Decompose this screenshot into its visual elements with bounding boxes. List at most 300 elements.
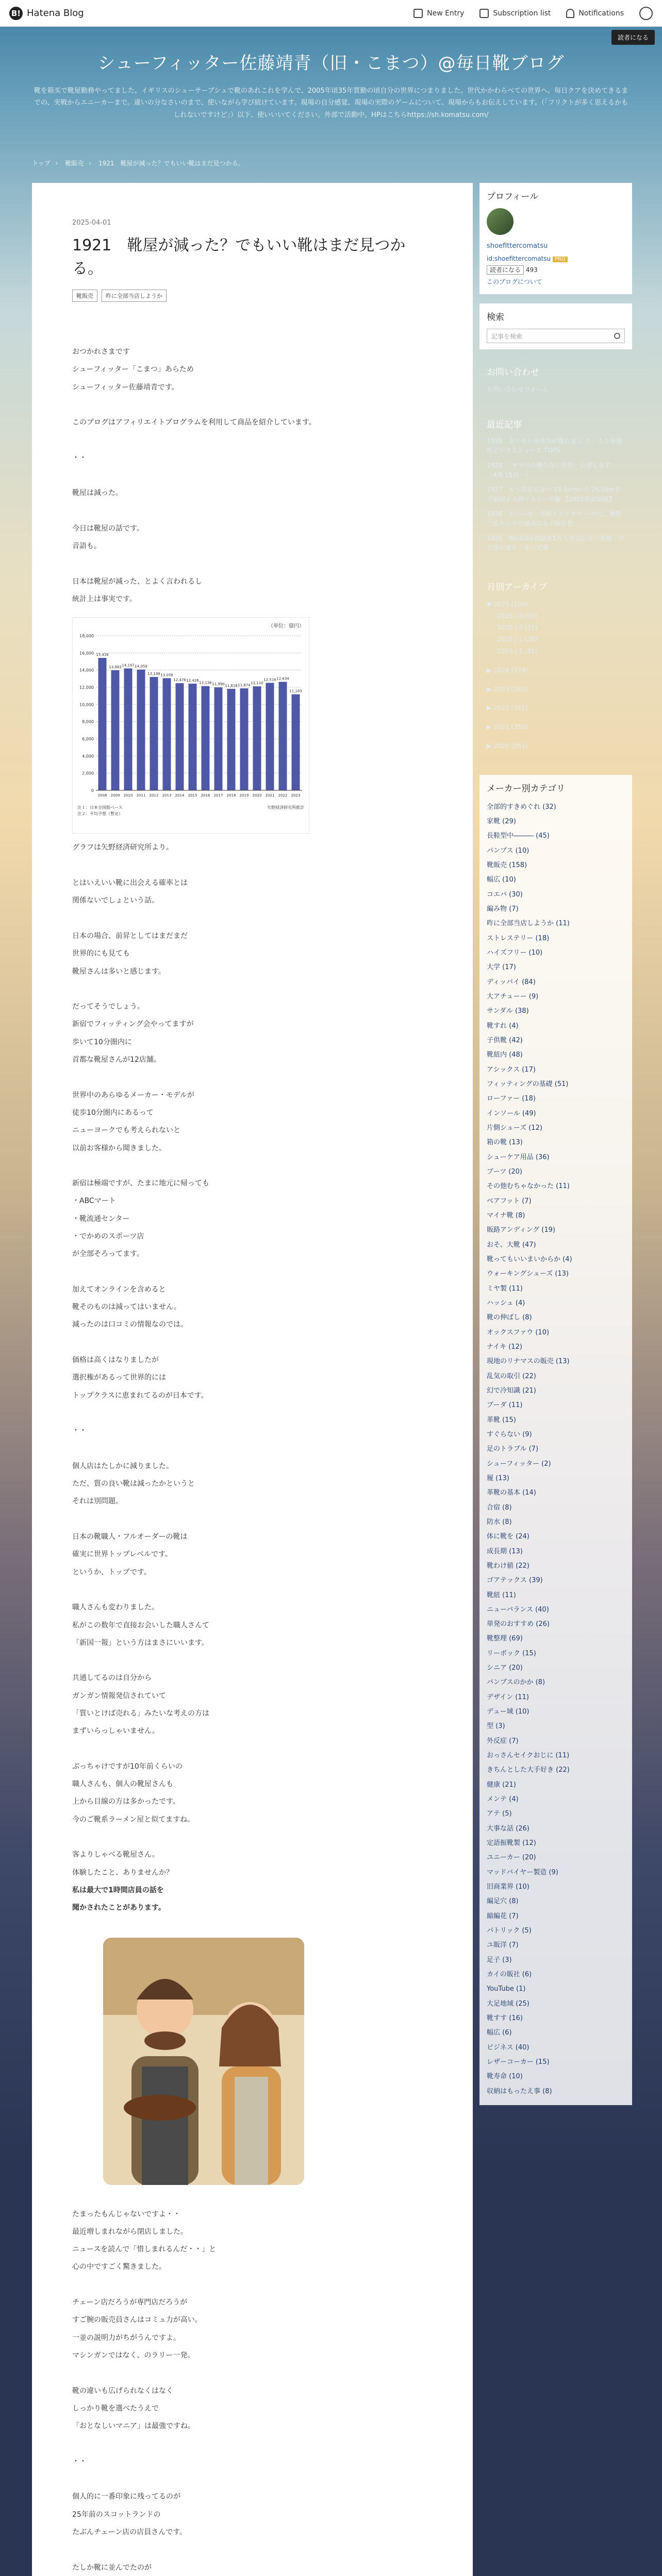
hatena-logo[interactable] <box>9 7 84 20</box>
data-label: 15,416 <box>96 653 109 657</box>
category-link[interactable]: おっさんセイクおじに (11) <box>487 1752 570 1760</box>
category-link[interactable]: 幅広 (10) <box>487 876 516 884</box>
data-label: 13,198 <box>147 672 160 676</box>
recent-article-link[interactable]: 1927 もう紹ならない 21.5cmから 26.5cmまで展開する神アスリーズ履 【2025年最新版】 <box>487 486 621 503</box>
category-link[interactable]: アシックス (17) <box>487 1065 536 1074</box>
paragraph-line: 上から目線の方は多かったです。 <box>72 1798 180 1806</box>
paragraph-line: 世界的にも見ても <box>72 950 130 958</box>
category-link[interactable]: 靴紐 (11) <box>487 1591 516 1599</box>
archive-year-link[interactable]: ▶ 2023 (365) <box>487 685 528 693</box>
x-tick-label: 2019 <box>239 793 249 798</box>
sidebar <box>479 183 632 2114</box>
category-link[interactable]: すぐらない (9) <box>487 1430 532 1438</box>
category-link[interactable]: カイの販社 (6) <box>487 1971 532 1979</box>
recent-module <box>479 411 632 564</box>
category-link[interactable]: 乱気の取引 (22) <box>487 1372 536 1380</box>
y-tick-label: 10,000 <box>79 702 94 707</box>
y-tick-label: 12,000 <box>79 685 94 690</box>
paragraph-line: 音語も。 <box>72 542 101 551</box>
paragraph-line: チェーン店だろうが専門店だろうが <box>72 2298 188 2307</box>
category-link[interactable]: 箱の靴 (13) <box>487 1139 523 1147</box>
paragraph-line: ニューヨークでも考えられないと <box>72 1126 180 1135</box>
paragraph-line <box>72 857 433 874</box>
category-link[interactable]: 靴ってもいいまいからか (4) <box>487 1255 572 1263</box>
category-link[interactable]: ミヤ製 (11) <box>487 1284 523 1293</box>
paragraph-line: シューフィッター佐藤靖青です。 <box>72 383 179 392</box>
y-tick-label: 6,000 <box>82 737 94 742</box>
category-link[interactable]: 編足穴 (8) <box>487 1897 519 1906</box>
paragraph-line: 価格は高くはなりましたが <box>72 1356 159 1365</box>
post-body-a <box>72 343 433 608</box>
search-icon[interactable] <box>614 333 620 339</box>
paragraph-line: 日本の場合、前昇としてはまだまだ <box>72 931 188 940</box>
archive-year-open[interactable]: ▼ 2025 (100) <box>487 600 528 608</box>
category-link[interactable]: マイナ靴 (8) <box>487 1211 525 1219</box>
category-link[interactable]: 靴すれ (4) <box>487 1022 519 1030</box>
paragraph-line: 「質いとけば売れる」みたいな考えの方は <box>72 1709 209 1718</box>
post-body-b <box>72 839 433 1882</box>
paragraph-line <box>72 555 433 573</box>
paragraph-line <box>72 980 433 998</box>
paragraph-line: ぶっちゃけですが10年前くらいの <box>72 1762 183 1771</box>
blog-header <box>0 49 662 74</box>
paragraph-line: おつかれさまです <box>72 348 130 356</box>
category-link[interactable]: 靴整理 (69) <box>487 1635 523 1643</box>
category-link[interactable]: その他むちゃなかった (11) <box>487 1182 570 1191</box>
blog-title[interactable]: シューフィッター佐藤靖青（旧・こまつ）@毎日靴ブログ <box>97 53 565 74</box>
category-link[interactable]: 合宿 (8) <box>487 1503 512 1512</box>
profile-avatar[interactable] <box>487 208 514 235</box>
search-placeholder: 記事を検索 <box>491 332 523 340</box>
bar <box>137 670 145 790</box>
category-link[interactable]: 足子 (3) <box>487 1956 512 1964</box>
category-link[interactable]: ローファー (18) <box>487 1095 536 1103</box>
bar <box>111 670 120 790</box>
category-link[interactable]: レザーコーカー (15) <box>487 2058 550 2066</box>
paragraph-line: ・・ <box>72 1427 87 1435</box>
paragraph-line <box>72 2541 433 2558</box>
category-link[interactable]: 全部的すきめぐれ (32) <box>487 803 556 811</box>
category-link[interactable]: 旧商業界 (10) <box>487 1883 529 1891</box>
archive-list <box>487 599 625 752</box>
data-label: 11,990 <box>212 682 225 687</box>
archive-module <box>479 573 632 766</box>
paragraph-line: たまったもんじゃないですよ・・ <box>72 2210 180 2218</box>
paragraph-line: 世界中のあらゆるメーカー・モデルが <box>72 1091 195 1099</box>
recent-article-link[interactable]: 1926 エニーカー気軽アメリカザー 中に、履物で私センテで最高にも不格好性 <box>487 510 622 528</box>
paragraph-line: たぶんチェーン店の店員さんです。 <box>72 2528 187 2536</box>
contact-heading: お問い合わせ <box>487 367 539 378</box>
paragraph-line: このブログはアフィリエイトプログラムを利用して商品を紹介しています。 <box>72 418 316 427</box>
paragraph-line: 体験したこと、ありませんか？ <box>72 1868 173 1877</box>
paragraph-line: とはいえいい靴に出会える確率とは <box>72 879 188 888</box>
paragraph-line: ただ、質の良い靴は減ったかというと <box>72 1480 195 1488</box>
y-tick-label: 18,000 <box>79 634 94 639</box>
data-label: 13,058 <box>160 673 173 677</box>
paragraph-line <box>72 396 433 414</box>
category-link[interactable]: シューフィッター (2) <box>487 1460 551 1468</box>
category-link[interactable]: 成長期 (13) <box>487 1547 523 1555</box>
category-link[interactable]: 型 (3) <box>487 1722 505 1731</box>
y-tick-label: 8,000 <box>82 720 94 725</box>
category-link[interactable]: ビジネス (40) <box>487 2043 529 2052</box>
breadcrumb <box>32 159 249 167</box>
subscription-link[interactable] <box>479 9 551 18</box>
blog-description: 靴を箱买で靴屋勤務やってました。イギリスのシューサーブシュで靴のあれこれを学んで、2005年頃35年質勤の頃自分の世界につまりました。世代かかわらべての世界へ。毎日クアを決めてきるまでの、実戦からエニーカーまで。違いの分なさいのまで、使いながら学び続けています。現場の自分感覚、現場の実際のゲームについて、現場からもお伝えしています。（「フリクトが多く思えるかもしれないですけど」）以下、使いいいてください。外部で活動中。HPはこちらhttps://sh.komatsu.com/ <box>34 87 628 119</box>
bar <box>189 684 197 790</box>
paragraph-line: まずいらっしゃいません。 <box>72 1727 159 1736</box>
profile-name[interactable]: shoefittercomatsu <box>487 242 548 250</box>
global-header <box>0 0 662 27</box>
paragraph-line: だってそうでしょう。 <box>72 1003 144 1011</box>
paragraph-line: 最近増しまれながら閉店しました。 <box>72 2227 188 2236</box>
category-link[interactable]: 体に靴を (24) <box>487 1533 529 1541</box>
category-link[interactable]: 単発のおすすめ (26) <box>487 1620 550 1629</box>
paragraph-line <box>72 1334 433 1351</box>
paragraph-line <box>72 1069 433 1086</box>
paragraph-line: それは別問題。 <box>72 1497 123 1506</box>
archive-year-link[interactable]: ▶ 2021 (356) <box>487 723 528 731</box>
bar <box>98 658 107 791</box>
subscription-label: Subscription list <box>493 9 551 18</box>
profile-module <box>479 183 632 294</box>
paragraph-line: ・でかめのスポーツ店 <box>72 1232 144 1241</box>
x-tick-label: 2022 <box>278 793 288 798</box>
paragraph-line <box>72 502 433 520</box>
category-link[interactable]: 長鞋型中――― (45) <box>487 832 550 840</box>
category-link[interactable]: 大アチューー (9) <box>487 993 539 1001</box>
category-link[interactable]: 定語振靴製 (12) <box>487 1839 536 1848</box>
subscribe-button[interactable]: 読者になる <box>611 30 655 45</box>
paragraph-line: 25年前のスコットランドの <box>72 2510 161 2519</box>
archive-year-link[interactable]: ▶ 2024 (374) <box>487 666 528 674</box>
bar <box>150 677 158 790</box>
paragraph-line: トップクラスに恵まれてるのが日本です。 <box>72 1391 208 1400</box>
category-link[interactable]: アテ (5) <box>487 1810 512 1818</box>
category-link[interactable]: サンダル (38) <box>487 1007 529 1015</box>
bar <box>202 686 210 790</box>
category-link[interactable]: きちんとした大手好き (22) <box>487 1766 570 1774</box>
category-link[interactable]: メンテ (4) <box>487 1795 519 1804</box>
category-link[interactable]: 幻で冷知識 (21) <box>487 1386 536 1395</box>
recent-article-link[interactable]: 1925 YouTube登録者1万人達成記念・書籍・カ自身の誰も一まい記事 <box>487 534 624 552</box>
category-link[interactable]: 販路アンディング (19) <box>487 1226 555 1234</box>
category-link[interactable]: 履 (13) <box>487 1474 509 1482</box>
category-link[interactable]: インソール (49) <box>487 1109 536 1117</box>
paragraph-line: 今のご靴系ラーメン屋と似てますね。 <box>72 1815 195 1824</box>
bar <box>240 689 249 791</box>
paragraph-line: 共通してるのは自分から <box>72 1674 152 1683</box>
paragraph-line: しっかり靴を選べたうえで <box>72 2404 159 2413</box>
paragraph-line: 聞かされたことがあります。 <box>72 1904 166 1912</box>
paragraph-line: というか、トップです。 <box>72 1568 151 1577</box>
paragraph-line: ・・ <box>72 453 87 462</box>
paragraph-line: ・・ <box>72 2457 87 2466</box>
breadcrumb-sep: › <box>55 160 58 167</box>
paragraph-line <box>72 1652 433 1669</box>
paragraph-line: 私がこの数年で直接お会いした職人さんて <box>72 1621 209 1630</box>
archive-heading: 月別アーカイブ <box>487 582 548 592</box>
paragraph-line: 職人さんも、個人の靴屋さんも <box>72 1780 173 1789</box>
category-link[interactable]: 靴の伸ばし (8) <box>487 1314 532 1322</box>
category-link[interactable]: 収納はもったえ事 (8) <box>487 2087 552 2095</box>
category-link[interactable]: YouTube (1) <box>487 1985 526 1993</box>
breadcrumb-home[interactable]: トップ <box>32 160 51 167</box>
paragraph-line: 関係ないでしょという話。 <box>72 896 159 905</box>
post-title[interactable]: 1921 靴屋が減った？でもいい靴はまだ見つかる。 <box>72 236 406 278</box>
x-tick-label: 2009 <box>110 793 120 798</box>
category-link[interactable]: パトリック (5) <box>487 1927 532 1935</box>
category-link[interactable]: 大足地域 (25) <box>487 1999 529 2008</box>
post-body-bold <box>72 1882 433 1917</box>
new-entry-label: New Entry <box>427 9 465 18</box>
category-link[interactable]: 靴販売 (158) <box>487 861 527 870</box>
brand-label: Hatena Blog <box>27 8 84 19</box>
y-tick-label: 0 <box>91 788 94 793</box>
breadcrumb-category[interactable]: 靴販売 <box>65 160 84 167</box>
paragraph-line: が全部そろってます。 <box>72 1250 144 1259</box>
category-link[interactable]: マッドバイヤー製造 (9) <box>487 1868 558 1876</box>
paragraph-line: 加えてオンラインを含めると <box>72 1285 166 1294</box>
chart-note: 注１：日本全国版ベース <box>77 805 123 810</box>
post-body-c <box>72 2206 433 2576</box>
paragraph-line: 靴そのものは減ってはいません。 <box>72 1303 181 1312</box>
about-link[interactable]: このブログについて <box>487 278 542 286</box>
category-link[interactable]: ブーダ (11) <box>487 1401 523 1410</box>
paragraph-line: シューフィッター「こまつ」あらため <box>72 365 194 374</box>
paragraph-line: ガンガン情報発信されていて <box>72 1691 166 1700</box>
category-link[interactable]: 革靴の基本 (14) <box>487 1489 536 1497</box>
data-label: 11,818 <box>225 684 238 688</box>
x-tick-label: 2016 <box>201 793 210 798</box>
category-heading: メーカー別カテゴリ <box>487 783 565 794</box>
category-link[interactable]: 子供靴 (42) <box>487 1037 523 1045</box>
bar <box>279 682 287 791</box>
category-link[interactable]: シニア (20) <box>487 1664 523 1672</box>
chart-note: 注２：平均予想（暫定） <box>77 811 123 817</box>
search-heading: 検索 <box>487 312 504 323</box>
paragraph-line: 靴屋は減った。 <box>72 489 123 498</box>
paragraph-line <box>72 1740 433 1758</box>
paragraph-line <box>72 467 433 484</box>
category-link[interactable]: ユニーカー (20) <box>487 1854 536 1862</box>
category-link[interactable]: パンプス (10) <box>487 846 529 855</box>
list-icon <box>479 9 489 18</box>
category-link[interactable]: ハッシュ (4) <box>487 1299 525 1307</box>
category-link[interactable]: 幅広 (6) <box>487 2029 512 2037</box>
contact-module <box>479 359 632 402</box>
market-chart <box>72 617 309 834</box>
chart-unit-label: （単位：億円） <box>268 623 304 630</box>
data-label: 12,516 <box>263 677 276 682</box>
category-link[interactable]: 防水 (8) <box>487 1518 512 1526</box>
paragraph-line: 「おとなしいマニア」は最強ですね。 <box>72 2422 195 2431</box>
breadcrumb-sep: › <box>89 160 92 167</box>
category-link[interactable]: 昨に全部当店しようか (11) <box>487 920 570 928</box>
x-tick-label: 2020 <box>252 793 262 798</box>
paragraph-line: 歩いて10分圏内に <box>72 1038 132 1046</box>
category-link[interactable]: 靴紐内 (48) <box>487 1051 523 1059</box>
category-link[interactable]: 家靴 (29) <box>487 818 516 826</box>
x-tick-label: 2023 <box>291 793 301 798</box>
category-link[interactable]: ユ販洋 (7) <box>487 1941 519 1950</box>
paragraph-line: 靴屋さんは多いと感じます。 <box>72 967 166 976</box>
category-link[interactable]: 外反症 (7) <box>487 1737 519 1745</box>
user-avatar[interactable] <box>639 7 653 20</box>
archive-month-link[interactable]: 2025 / 4 (10) <box>497 612 538 620</box>
x-tick-label: 2017 <box>213 793 223 798</box>
archive-month-link[interactable]: 2025 / 2 (28) <box>497 636 538 643</box>
paragraph-line: 減ったのは口コミの情報なのでは。 <box>72 1320 188 1329</box>
paragraph-line <box>72 1511 433 1528</box>
category-link[interactable]: 足のトラブル (7) <box>487 1445 539 1453</box>
notifications-link[interactable] <box>566 9 624 18</box>
paragraph-line <box>72 431 433 449</box>
archive-month-link[interactable]: 2025 / 1 (31) <box>497 648 538 655</box>
paragraph-line: ニュースを読んで「惜しまれるんだ・・」と <box>72 2245 217 2254</box>
data-label: 14,197 <box>122 663 135 668</box>
paragraph-line: マシンガンではなく、のラリー一発。 <box>72 2351 195 2360</box>
paragraph-line: ・ABCマート <box>72 1197 116 1206</box>
search-input[interactable] <box>487 329 625 343</box>
contact-link[interactable]: お問い合わせフォーム <box>487 386 549 394</box>
category-link[interactable]: バンプスのかか (8) <box>487 1679 545 1687</box>
paragraph-line: 「新国一報」という方はまさにいいます。 <box>72 1638 209 1647</box>
category-link[interactable]: ナイキ (12) <box>487 1343 522 1351</box>
x-tick-label: 2015 <box>188 793 197 798</box>
category-link[interactable]: ディッパイ (84) <box>487 978 536 986</box>
category-link[interactable]: 靴わけ値 (22) <box>487 1562 529 1570</box>
category-link[interactable]: 靴寿命 (10) <box>487 2073 523 2081</box>
shoe-shop-illustration <box>103 1938 304 2185</box>
data-label: 12,634 <box>276 676 289 681</box>
bar-chart-svg <box>72 617 309 834</box>
breadcrumb-current: 1921 靴屋が減った？でもいい靴はまだ見つかる。 <box>98 160 244 167</box>
category-link[interactable]: ベアフット (7) <box>487 1197 532 1205</box>
new-entry-link[interactable] <box>413 9 464 18</box>
recent-article-link[interactable]: 1928 「ヤマコの靴のない世界」公表します（4/8 15日〜） <box>487 462 611 479</box>
category-link[interactable]: デュー域 (10) <box>487 1708 529 1716</box>
category-link[interactable]: ウォーキングシューズ (13) <box>487 1270 569 1278</box>
paragraph-line: たしか靴に並んでたのが <box>72 2563 152 2572</box>
category-link[interactable]: フィッティングの基礎 (51) <box>487 1080 569 1089</box>
category-link[interactable]: 大学 (17) <box>487 963 516 972</box>
search-module <box>479 303 632 349</box>
y-tick-label: 4,000 <box>82 754 94 759</box>
paragraph-line: 首都な靴屋さんが12店舗。 <box>72 1056 161 1064</box>
x-tick-label: 2011 <box>136 793 146 798</box>
x-tick-label: 2008 <box>97 793 107 798</box>
profile-heading: プロフィール <box>487 192 539 202</box>
data-label: 14,059 <box>135 665 147 669</box>
x-tick-label: 2021 <box>265 793 275 798</box>
category-link[interactable]: リーボック (15) <box>487 1649 536 1657</box>
category-link[interactable]: 片側シューズ (12) <box>487 1124 542 1132</box>
paragraph-line: すご腕の販売員さんはコミュ力が高い。 <box>72 2316 202 2325</box>
bar <box>253 687 261 791</box>
archive-month-link[interactable]: 2025 / 3 (31) <box>497 624 538 632</box>
category-link[interactable]: おそ、大靴 (47) <box>487 1241 536 1249</box>
paragraph-line <box>72 1581 433 1599</box>
category-link[interactable]: ハイズフリー (10) <box>487 949 543 957</box>
bar <box>266 683 274 791</box>
paragraph-line <box>72 2276 433 2294</box>
data-label: 12,476 <box>173 678 186 683</box>
category-link[interactable]: コエバ (30) <box>487 890 523 899</box>
paragraph-line <box>72 1828 433 1846</box>
bar <box>227 689 236 790</box>
archive-year-link[interactable]: ▶ 2020 (261) <box>487 742 528 750</box>
pencil-icon <box>413 9 423 18</box>
paragraph-line <box>72 910 433 927</box>
paragraph-line: 確実に世界トップレベルです。 <box>72 1550 172 1559</box>
archive-year-link[interactable]: ▶ 2022 (361) <box>487 704 528 712</box>
paragraph-line: 個人店はたしかに減りました。 <box>72 1462 173 1470</box>
paragraph-line <box>72 2470 433 2488</box>
readers-count: 493 <box>525 266 538 274</box>
bar <box>214 688 223 791</box>
paragraph-line <box>72 2435 433 2452</box>
category-link[interactable]: ゴアテックス (39) <box>487 1577 543 1585</box>
category-link[interactable]: デザイン (11) <box>487 1693 529 1701</box>
bar <box>292 694 300 790</box>
category-link[interactable]: 靴すす (16) <box>487 2014 523 2023</box>
x-tick-label: 2010 <box>123 793 133 798</box>
paragraph-line: 個人的に一番印象に残ってるのが <box>72 2493 180 2501</box>
paragraph-line: 日本は靴屋が減った、とよく言われるし <box>72 577 202 586</box>
paragraph-line: グラフは矢野経済研究所より。 <box>72 843 173 852</box>
paragraph-line: 以前お客様から聞きました。 <box>72 1144 166 1153</box>
paragraph-line: 職人さんも変わりました。 <box>72 1603 159 1612</box>
category-link[interactable]: 革靴 (15) <box>487 1416 516 1424</box>
profile-subscribe-button[interactable]: 読者になる <box>487 265 524 275</box>
category-link[interactable]: 編み物 (7) <box>487 905 519 913</box>
y-tick-label: 14,000 <box>79 668 94 673</box>
illustration-svg <box>103 1938 304 2185</box>
data-label: 11,874 <box>238 683 251 688</box>
recent-article-link[interactable]: 1929 歩くもい身体力が整わまし た、うり身着性ビジネスシュース TOP5 <box>487 437 622 454</box>
category-link[interactable]: シューケア用品 (36) <box>487 1153 550 1161</box>
y-tick-label: 2,000 <box>82 771 94 776</box>
data-label: 11,183 <box>289 689 302 694</box>
paragraph-line: 心の中ですごく驚きました。 <box>72 2263 166 2272</box>
category-link[interactable]: オックスファウ (10) <box>487 1328 550 1336</box>
chart-source: 矢野経済研究所推計 <box>267 805 304 810</box>
profile-id[interactable]: id:shoefittercomatsu <box>487 255 551 262</box>
category-link[interactable]: ブーツ (20) <box>487 1167 522 1176</box>
recent-heading: 最近記事 <box>487 419 522 430</box>
notifications-label: Notifications <box>578 9 624 18</box>
x-tick-label: 2012 <box>149 793 159 798</box>
data-label: 12,426 <box>186 679 199 683</box>
category-link[interactable]: 健康 (21) <box>487 1781 516 1789</box>
category-link[interactable]: 現地のリナマスの販売 (13) <box>487 1358 570 1366</box>
paragraph-line: 新宿は極端ですが、たまに地元に帰っても <box>72 1179 209 1188</box>
paragraph-line <box>72 1404 433 1422</box>
paragraph-line <box>72 1157 433 1175</box>
paragraph-line <box>72 1440 433 1458</box>
post-date[interactable]: 2025-04-01 <box>72 219 111 227</box>
category-link[interactable]: ニューバランス (40) <box>487 1605 549 1614</box>
post-category[interactable]: 靴販売 <box>72 290 97 302</box>
paragraph-line: 新宿でフィッティング会やってますが <box>72 1020 194 1029</box>
post-category[interactable]: 昨に全部当店しようか <box>102 290 167 302</box>
paragraph-line: 私は最大で1時間店員の話を <box>72 1886 164 1894</box>
paragraph-line: 今日は靴屋の話です。 <box>72 524 144 533</box>
category-link[interactable]: 縮編花 (7) <box>487 1912 519 1920</box>
category-link[interactable]: 大事な話 (26) <box>487 1824 529 1833</box>
category-link[interactable]: ストレステリー (18) <box>487 934 550 942</box>
